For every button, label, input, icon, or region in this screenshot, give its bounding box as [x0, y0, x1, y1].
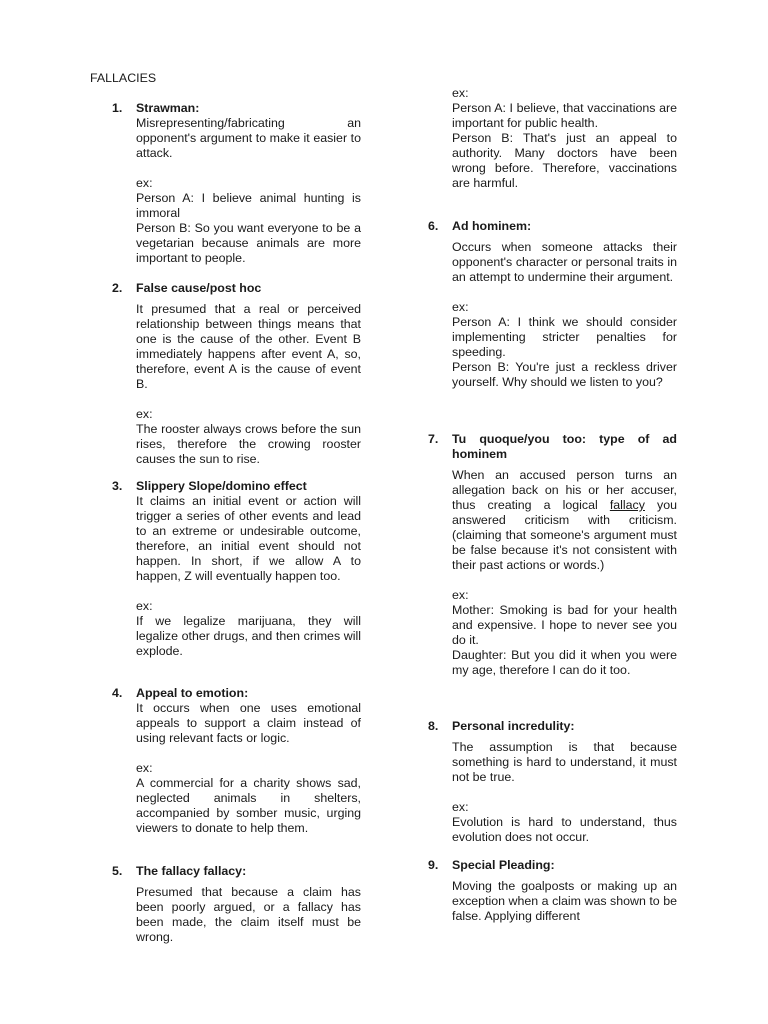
item-number: 6.	[428, 219, 439, 233]
fallacy-item	[112, 479, 361, 659]
fallacy-item	[428, 719, 677, 845]
definition-text: you answered criticism with criticism. (claiming that someone's argument must be false because it's not consistent with their past actions or words.)	[452, 498, 678, 572]
fallacy-name: Tu quoque/you too: type of ad hominem	[452, 432, 677, 461]
fallacy-item	[112, 101, 361, 266]
item-number: 4.	[112, 686, 123, 700]
item-number: 7.	[428, 432, 439, 446]
fallacy-definition: It occurs when one uses emotional appeals to support a claim instead of using relevant facts or logic.	[136, 701, 361, 745]
example-label: ex:	[136, 407, 153, 421]
example-label: ex:	[452, 300, 469, 314]
item-number: 2.	[112, 281, 123, 295]
example-line: Person A: I think we should consider implementing stricter penalties for speeding.	[452, 315, 677, 359]
example-line: Mother: Smoking is bad for your health and expensive. I hope to never see you do it.	[452, 603, 677, 647]
fallacy-name: The fallacy fallacy:	[136, 864, 247, 878]
example-label: ex:	[452, 588, 469, 602]
definition-text: When an accused person turns an allegation back on his or her accuser, thus creating a logical	[452, 468, 677, 512]
fallacy-item	[428, 432, 677, 678]
fallacy-item	[112, 686, 361, 836]
fallacy-name: Special Pleading:	[452, 858, 555, 872]
fallacy-definition: The assumption is that because something is hard to understand, it must not be true.	[452, 740, 677, 784]
example-line: Person B: That's just an appeal to authority. Many doctors have been wrong before. Therefore, vaccinations are harmful.	[452, 131, 677, 190]
item-number: 8.	[428, 719, 439, 733]
fallacy-name: Ad hominem:	[452, 219, 532, 233]
fallacy-name: Appeal to emotion:	[136, 686, 249, 700]
example-line: Evolution is hard to understand, thus evolution does not occur.	[452, 815, 677, 844]
example-line: If we legalize marijuana, they will legalize other drugs, and then crimes will explode.	[136, 614, 361, 658]
example-label: ex:	[136, 599, 153, 613]
fallacy-name: False cause/post hoc	[136, 281, 262, 295]
continued-example	[452, 86, 677, 191]
example-line: Person B: You're just a reckless driver yourself. Why should we listen to you?	[452, 360, 677, 389]
example-line: Daughter: But you did it when you were my age, therefore I can do it too.	[452, 648, 677, 677]
fallacy-definition: Moving the goalposts or making up an exception when a claim was shown to be false. Applying different	[452, 879, 677, 923]
example-line: A commercial for a charity shows sad, neglected animals in shelters, accompanied by somber music, urging viewers to donate to help them.	[136, 776, 361, 835]
example-label: ex:	[136, 176, 153, 190]
fallacy-definition: Misrepresenting/fabricating an opponent's argument to make it easier to attack.	[136, 116, 361, 160]
item-number: 5.	[112, 864, 123, 878]
fallacy-name: Personal incredulity:	[452, 719, 575, 733]
fallacy-item	[112, 864, 361, 945]
fallacy-definition	[452, 468, 677, 573]
fallacy-link[interactable]: fallacy	[609, 498, 645, 512]
document-title: FALLACIES	[90, 71, 157, 85]
fallacy-name: Strawman:	[136, 101, 200, 115]
fallacy-definition: It presumed that a real or perceived relationship between things means that one is the cause of the other. Event B immediately happens after event A, so, therefore, event A is the cause of event B.	[136, 302, 361, 391]
fallacy-item	[428, 219, 677, 390]
fallacy-item	[428, 858, 677, 924]
example-label: ex:	[136, 761, 153, 775]
fallacy-definition: Occurs when someone attacks their opponent's character or personal traits in an attempt to undermine their argument.	[452, 240, 677, 284]
fallacy-item	[112, 281, 361, 467]
example-label: ex:	[452, 800, 469, 814]
item-number: 1.	[112, 101, 123, 115]
example-line: Person A: I believe, that vaccinations are important for public health.	[452, 101, 677, 130]
example-label: ex:	[452, 86, 469, 100]
fallacy-definition: It claims an initial event or action will trigger a series of other events and lead to an extreme or undesirable outcome, therefore, an initial event should not happen. In short, if we allow A to happen, Z will eventually happen too.	[136, 494, 361, 583]
example-line: The rooster always crows before the sun rises, therefore the crowing rooster causes the sun to rise.	[136, 422, 361, 466]
example-line: Person A: I believe animal hunting is immoral	[136, 191, 361, 220]
item-number: 9.	[428, 858, 439, 872]
item-number: 3.	[112, 479, 123, 493]
fallacy-name: Slippery Slope/domino effect	[136, 479, 307, 493]
fallacy-definition: Presumed that because a claim has been poorly argued, or a fallacy has been made, the claim itself must be wrong.	[136, 885, 361, 944]
example-line: Person B: So you want everyone to be a vegetarian because animals are more important to people.	[136, 221, 361, 265]
